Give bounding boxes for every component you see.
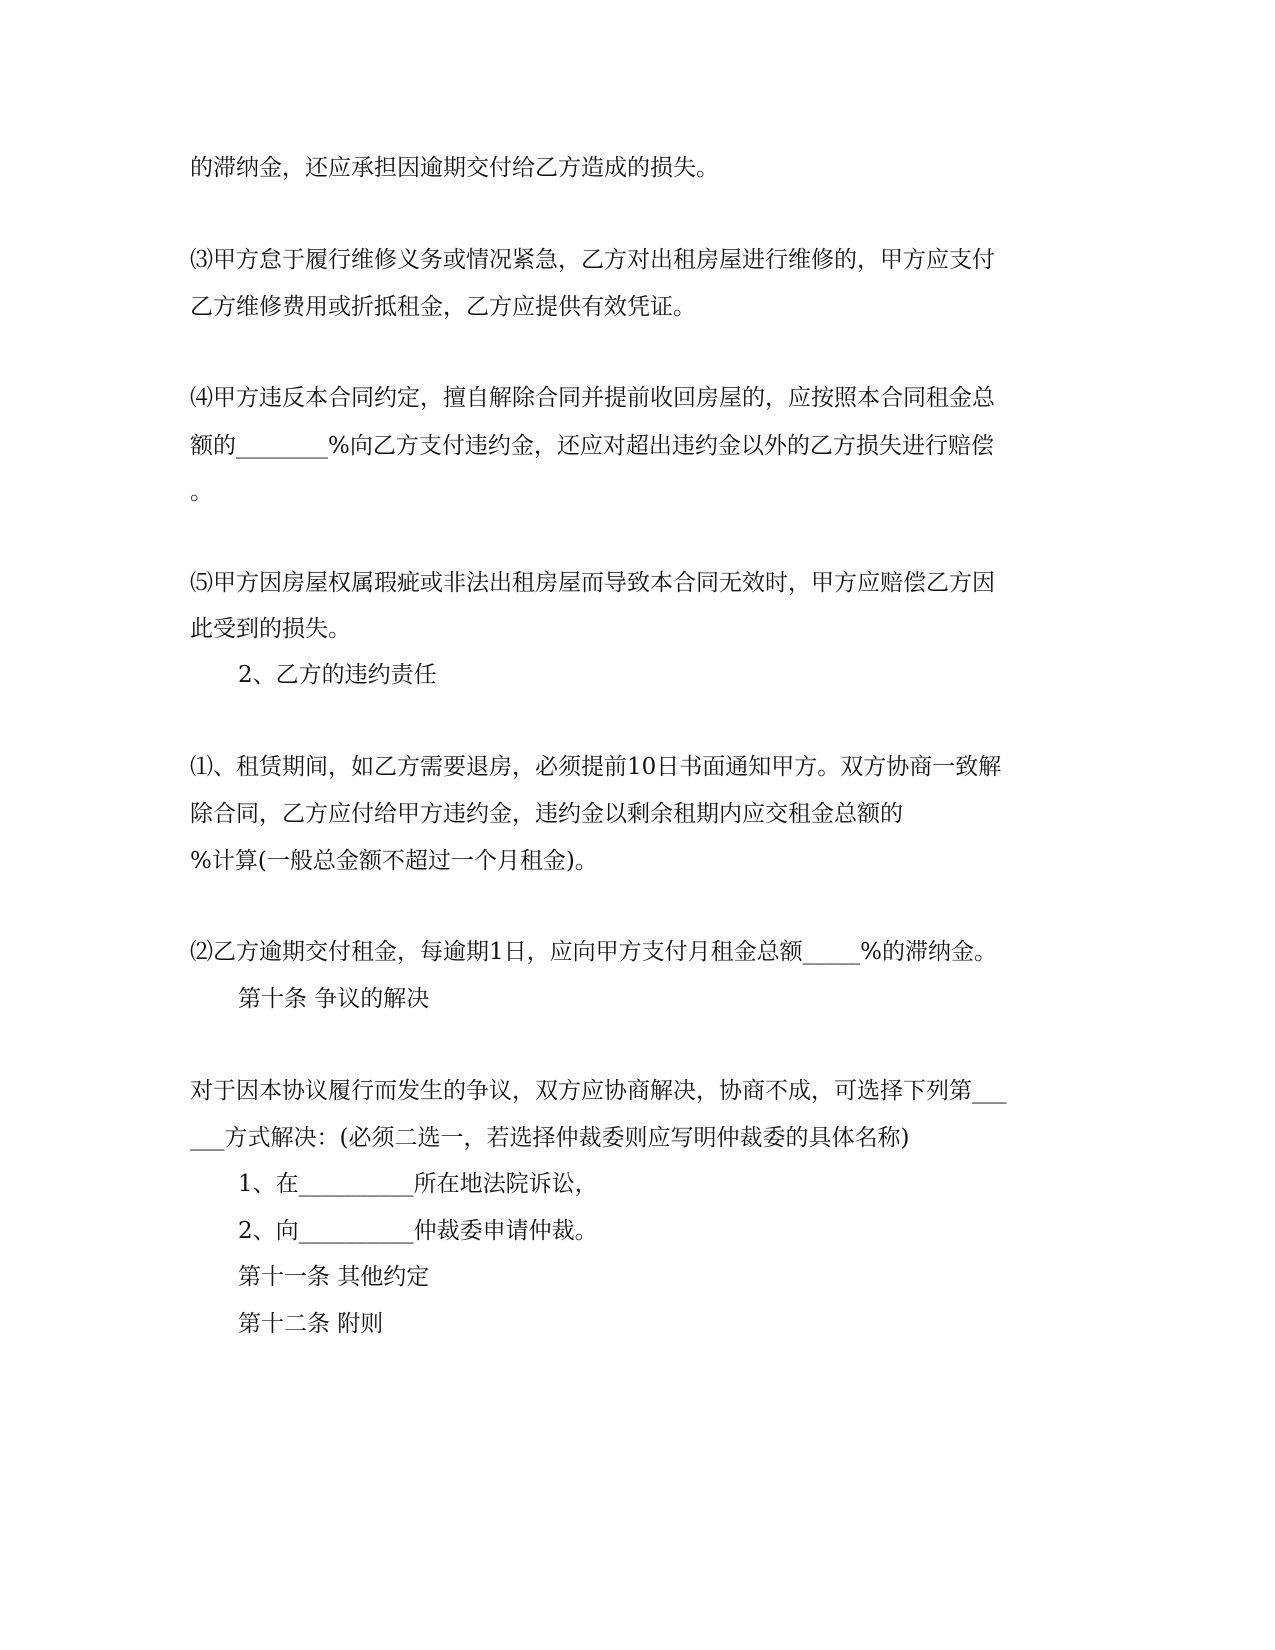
option-line: 2、向__________仲裁委申请仲裁。 bbox=[238, 1218, 598, 1244]
paragraph-line: ⑸甲方因房屋权属瑕疵或非法出租房屋而导致本合同无效时，甲方应赔偿乙方因 bbox=[190, 570, 995, 596]
paragraph-line: 此受到的损失。 bbox=[190, 616, 351, 642]
paragraph-line: %计算(一般总金额不超过一个月租金)。 bbox=[190, 848, 598, 874]
paragraph-line: ⑵乙方逾期交付租金，每逾期1日，应向甲方支付月租金总额_____%的滞纳金。 bbox=[190, 939, 997, 965]
option-line: 1、在__________所在地法院诉讼， bbox=[238, 1171, 598, 1197]
paragraph-line: 乙方维修费用或折抵租金，乙方应提供有效凭证。 bbox=[190, 294, 696, 320]
paragraph-line: 除合同，乙方应付给甲方违约金，违约金以剩余租期内应交租金总额的 bbox=[190, 801, 903, 827]
paragraph-line: 的滞纳金，还应承担因逾期交付给乙方造成的损失。 bbox=[190, 155, 719, 181]
paragraph-line: ___方式解决：(必须二选一，若选择仲裁委则应写明仲裁委的具体名称) bbox=[190, 1125, 910, 1151]
article-heading: 第十一条 其他约定 bbox=[238, 1264, 430, 1290]
paragraph-line: 对于因本协议履行而发生的争议，双方应协商解决，协商不成，可选择下列第___ bbox=[190, 1078, 1007, 1104]
article-heading: 第十二条 附则 bbox=[238, 1311, 384, 1337]
paragraph-line: ⑴、租赁期间，如乙方需要退房，必须提前10日书面通知甲方。双方协商一致解 bbox=[190, 754, 1002, 780]
paragraph-line: ⑷甲方违反本合同约定，擅自解除合同并提前收回房屋的，应按照本合同租金总 bbox=[190, 385, 995, 411]
paragraph-line: ⑶甲方怠于履行维修义务或情况紧急，乙方对出租房屋进行维修的，甲方应支付 bbox=[190, 247, 995, 273]
section-heading: 2、乙方的违约责任 bbox=[238, 662, 437, 688]
article-heading: 第十条 争议的解决 bbox=[238, 986, 430, 1012]
paragraph-line: 。 bbox=[190, 479, 213, 505]
paragraph-line: 额的________%向乙方支付违约金，还应对超出违约金以外的乙方损失进行赔偿 bbox=[190, 433, 994, 459]
